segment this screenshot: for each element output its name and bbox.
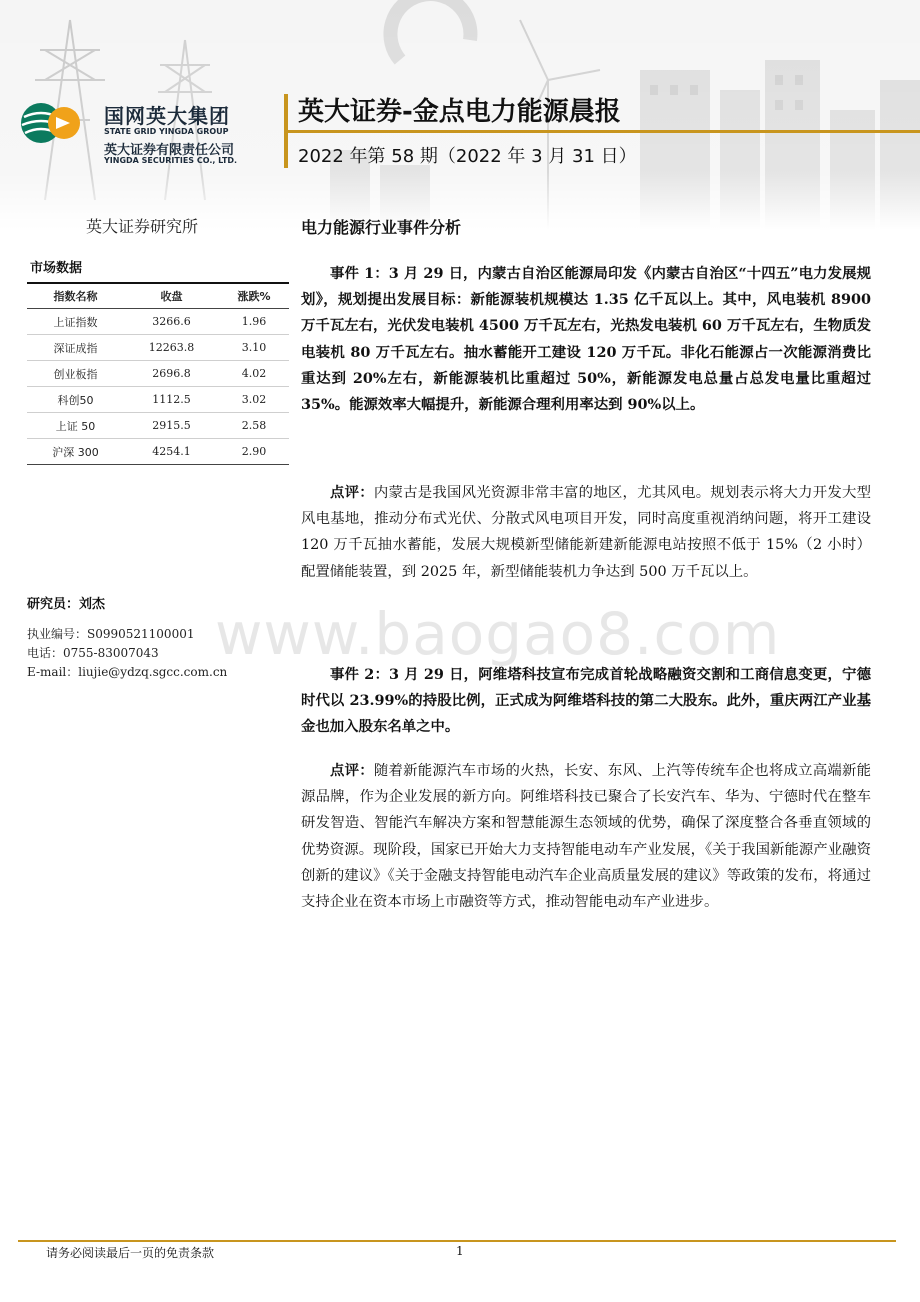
email-address: E-mail：liujie@ydzq.sgcc.com.cn bbox=[27, 665, 228, 679]
comment-1-label: 点评： bbox=[330, 484, 374, 501]
event-1-paragraph: 事件 1：3 月 29 日，内蒙古自治区能源局印发《内蒙古自治区“十四五”电力发展规划》，规划提出发展目标：新能源装机规模达 1.35 亿千瓦以上。其中，风电装机 8900 万千瓦左右，光伏发电装机 4500 万千瓦左右，光热发电装机 60 万千瓦左右，生物质发电装机 80 万千瓦左右。抽水蓄能开工建设 120 万千瓦。非化石能源占一次能源消费比重达到 20%左右，新能源装机比重超过 50%，新能源发电总量占总发电量比重超过 35%。能源效率大幅提升，新能源合理利用率达到 90%以上。 bbox=[301, 265, 871, 414]
index-name: 科创50 bbox=[27, 387, 124, 413]
report-issue: 2022 年第 58 期（2022 年 3 月 31 日） bbox=[298, 146, 637, 167]
table-row bbox=[27, 387, 289, 413]
table-row bbox=[27, 413, 289, 439]
watermark: www.baogao8.com bbox=[215, 600, 781, 668]
securities-name-en: YINGDA SECURITIES CO., LTD. bbox=[104, 156, 238, 165]
section-title: 电力能源行业事件分析 bbox=[301, 218, 462, 237]
footer-disclaimer: 请务必阅读最后一页的免责条款 bbox=[46, 1246, 215, 1260]
phone-number: 电话：0755-83007043 bbox=[27, 646, 159, 660]
market-data-title: 市场数据 bbox=[30, 261, 83, 276]
table-header-row bbox=[27, 283, 289, 309]
table-row bbox=[27, 335, 289, 361]
report-title: 英大证券-金点电力能源晨报 bbox=[298, 97, 621, 127]
index-name: 沪深 300 bbox=[27, 439, 124, 465]
close-value: 2915.5 bbox=[124, 413, 219, 439]
close-value: 1112.5 bbox=[124, 387, 219, 413]
license-number: 执业编号：S0990521100001 bbox=[27, 627, 195, 641]
close-value: 12263.8 bbox=[124, 335, 219, 361]
table-row bbox=[27, 361, 289, 387]
event-2-paragraph: 事件 2：3 月 29 日，阿维塔科技宣布完成首轮战略融资交割和工商信息变更，宁德时代以 23.99%的持股比例，正式成为阿维塔科技的第二大股东。此外，重庆两江产业基金也加入股东名单之中。 bbox=[301, 666, 871, 736]
index-name: 上证指数 bbox=[27, 309, 124, 335]
comment-2-paragraph bbox=[301, 758, 871, 915]
state-grid-logo-icon bbox=[20, 97, 82, 149]
change-value: 2.90 bbox=[219, 439, 289, 465]
column-header-change: 涨跌% bbox=[219, 283, 289, 309]
title-divider bbox=[288, 130, 920, 133]
change-value: 3.02 bbox=[219, 387, 289, 413]
close-value: 3266.6 bbox=[124, 309, 219, 335]
change-value: 3.10 bbox=[219, 335, 289, 361]
index-name: 上证 50 bbox=[27, 413, 124, 439]
footer-divider bbox=[18, 1240, 896, 1242]
table-row bbox=[27, 309, 289, 335]
comment-2-label: 点评： bbox=[330, 762, 374, 779]
column-header-close: 收盘 bbox=[124, 283, 219, 309]
comment-2-text: 随着新能源汽车市场的火热，长安、东风、上汽等传统车企也将成立高端新能源品牌，作为企业发展的新方向。阿维塔科技已聚合了长安汽车、华为、宁德时代在整车研发智造、智能汽车解决方案和智慧能源生态领域的优势，确保了深度整合各垂直领域的优势资源。现阶段，国家已开始大力支持智能电动车产业发展，《关于我国新能源产业融资创新的建议》《关于金融支持智能电动汽车企业高质量发展的建议》等政策的发布，将通过支持企业在资本市场上市融资等方式，推动智能电动车产业进步。 bbox=[301, 763, 871, 911]
comment-1-text: 内蒙古是我国风光资源非常丰富的地区，尤其风电。规划表示将大力开发大型风电基地，推动分布式光伏、分散式风电项目开发，同时高度重视消纳问题，将开工建设 120 万千瓦抽水蓄能，发展大规模新型储能新建新能源电站按照不低于 15%（2 小时）配置储能装置，到 2025 年，新型储能装机力争达到 500 万千瓦以上。 bbox=[301, 485, 871, 580]
market-data-table bbox=[27, 282, 289, 465]
researcher-name: 研究员：刘杰 bbox=[27, 597, 106, 612]
page-number: 1 bbox=[456, 1244, 464, 1258]
change-value: 1.96 bbox=[219, 309, 289, 335]
comment-1-paragraph bbox=[301, 480, 871, 585]
column-header-index: 指数名称 bbox=[27, 283, 124, 309]
change-value: 2.58 bbox=[219, 413, 289, 439]
table-row bbox=[27, 439, 289, 465]
securities-name: 英大证券有限责任公司 bbox=[104, 143, 235, 158]
index-name: 深证成指 bbox=[27, 335, 124, 361]
close-value: 4254.1 bbox=[124, 439, 219, 465]
close-value: 2696.8 bbox=[124, 361, 219, 387]
index-name: 创业板指 bbox=[27, 361, 124, 387]
group-name: 国网英大集团 bbox=[104, 104, 230, 128]
group-name-en: STATE GRID YINGDA GROUP bbox=[104, 127, 229, 136]
institute-name: 英大证券研究所 bbox=[86, 217, 199, 236]
change-value: 4.02 bbox=[219, 361, 289, 387]
